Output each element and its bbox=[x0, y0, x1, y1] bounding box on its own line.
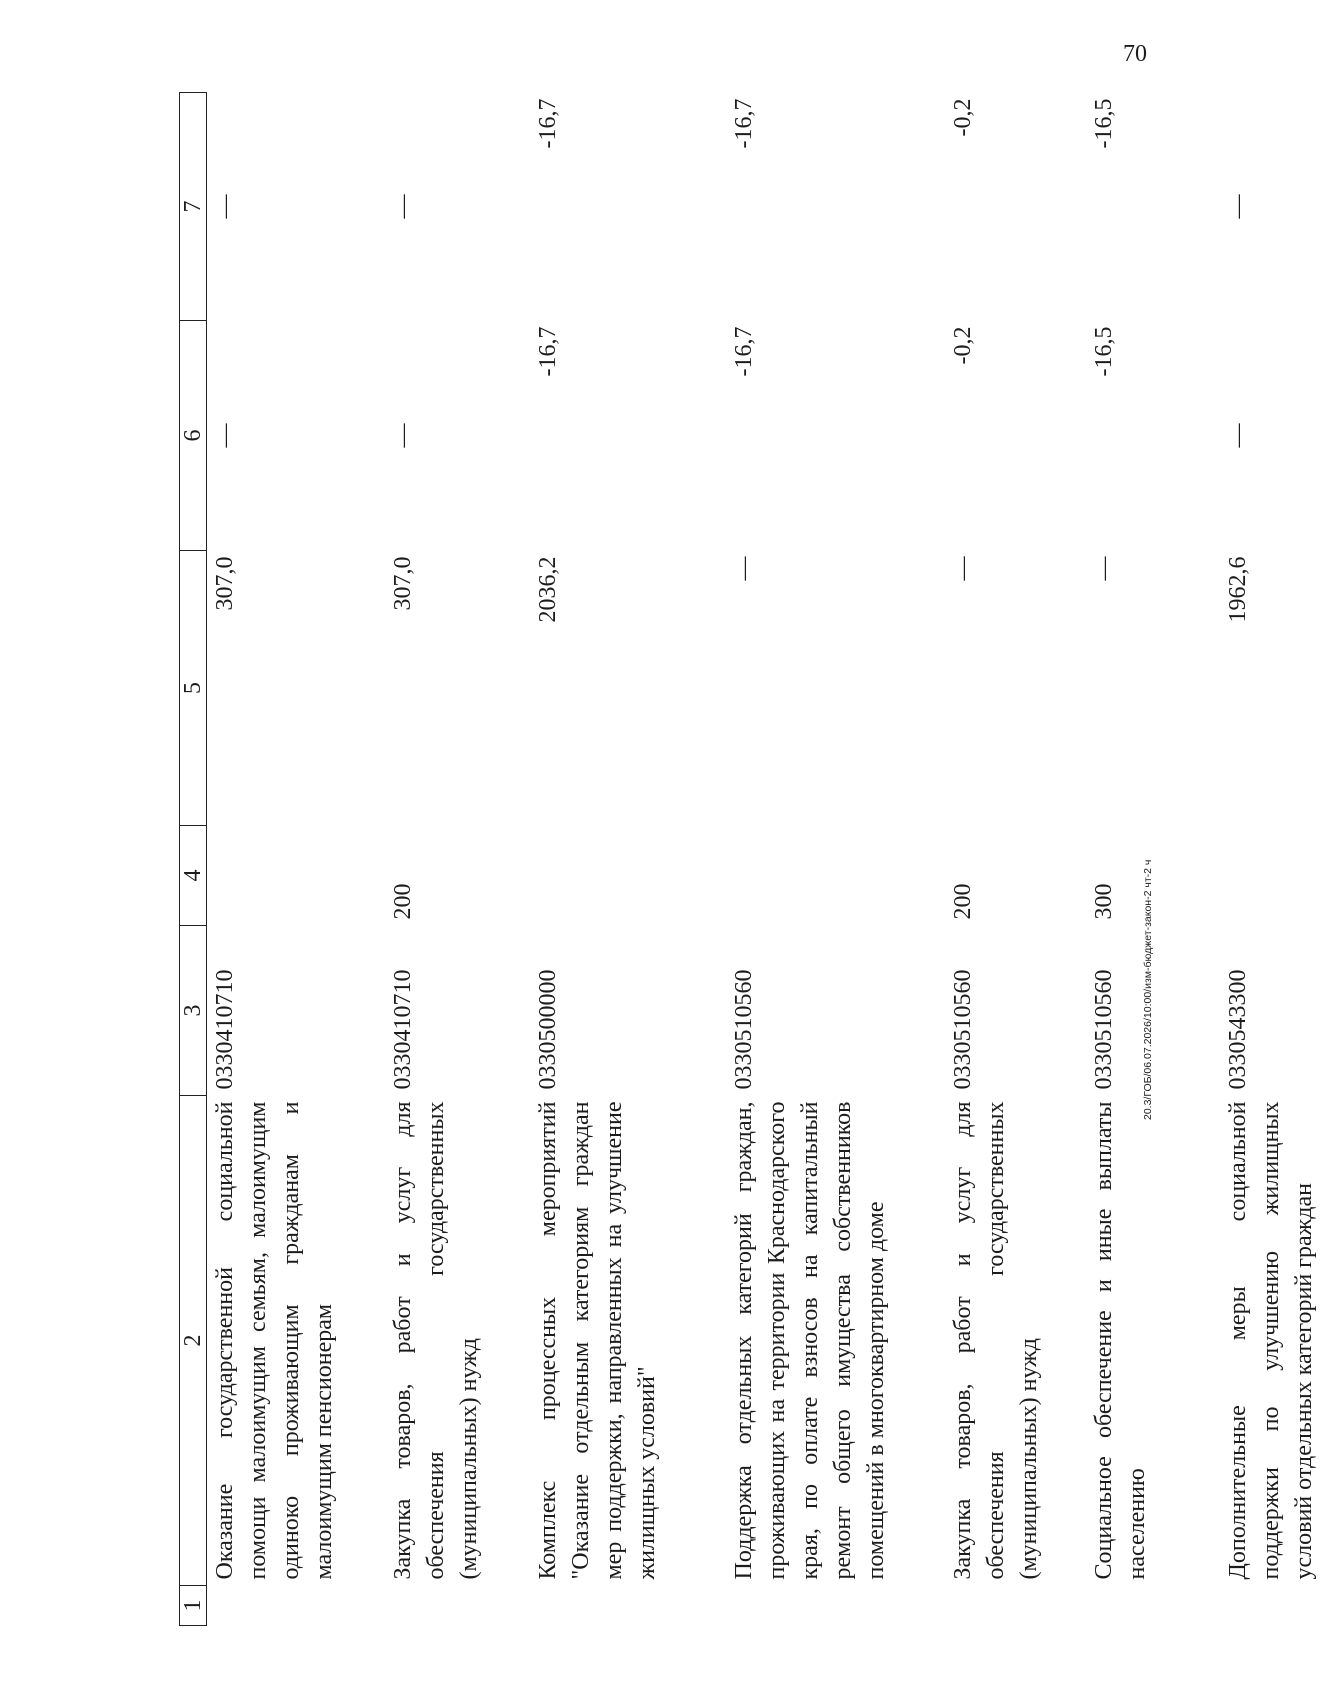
row-amount-col6: — bbox=[1225, 423, 1251, 448]
row-index bbox=[207, 1586, 386, 1626]
row-description: Оказание государственной социальной помощи малоимущим семьям, малоимущим одиноко проживающим гражданам и малоимущим пенсионерам bbox=[212, 1101, 337, 1580]
row-amount-col7: -16,7 bbox=[535, 98, 561, 149]
row-amount-col5: 307,0 bbox=[212, 556, 238, 611]
row-amount-col7: — bbox=[390, 194, 416, 219]
table-row bbox=[1220, 93, 1322, 1626]
row-amount-col7: — bbox=[212, 194, 238, 219]
row-amount-col5: — bbox=[1091, 556, 1117, 581]
table-row bbox=[385, 93, 530, 1626]
row-amount-col7: -0,2 bbox=[950, 98, 976, 137]
row-amount-col6: — bbox=[212, 423, 238, 448]
row-target-code: 0330510560 bbox=[731, 969, 757, 1090]
row-expense-type: 200 bbox=[390, 883, 416, 920]
footer-stamp: 20.3/ГОБ/06.07.2026/10:00/изм-бюджет-закон-2 чт-2 ч bbox=[1142, 859, 1154, 1120]
header-cell-3: 3 bbox=[180, 926, 207, 1096]
row-expense-type: 200 bbox=[950, 883, 976, 920]
table-row bbox=[945, 93, 1086, 1626]
row-index bbox=[1220, 1586, 1322, 1626]
header-cell-5: 5 bbox=[180, 551, 207, 826]
row-expense-type bbox=[530, 826, 726, 926]
row-amount-col7: -16,5 bbox=[1091, 98, 1117, 149]
row-amount-col5: 1962,6 bbox=[1225, 556, 1251, 623]
row-amount-col6: -16,5 bbox=[1091, 326, 1117, 377]
row-index bbox=[726, 1586, 945, 1626]
row-description: Комплекс процессных мероприятий "Оказание отдельным категориям граждан мер поддержки, направленных на улучшение жилищных условий" bbox=[535, 1101, 660, 1580]
row-index bbox=[385, 1586, 530, 1626]
row-description: Закупка товаров, работ и услуг для обеспечения государственных (муниципальных) нужд bbox=[390, 1101, 482, 1580]
table-row bbox=[530, 93, 726, 1626]
row-index bbox=[945, 1586, 1086, 1626]
table-row bbox=[1086, 93, 1220, 1626]
row-amount-col7: — bbox=[1225, 194, 1251, 219]
row-target-code: 0330410710 bbox=[212, 969, 238, 1090]
row-amount-col6: -16,7 bbox=[535, 326, 561, 377]
row-amount-col5: — bbox=[950, 556, 976, 581]
row-amount-col7: -16,7 bbox=[731, 98, 757, 149]
row-amount-col5: 2036,2 bbox=[535, 556, 561, 623]
row-description: Закупка товаров, работ и услуг для обеспечения государственных (муниципальных) нужд bbox=[950, 1101, 1042, 1580]
row-index bbox=[1086, 1586, 1220, 1626]
row-target-code: 0330543300 bbox=[1225, 969, 1251, 1090]
row-amount-col6: -0,2 bbox=[950, 326, 976, 365]
row-expense-type: 300 bbox=[1091, 883, 1117, 920]
row-expense-type bbox=[726, 826, 945, 926]
row-description: Поддержка отдельных категорий граждан, проживающих на территории Краснодарского края, по оплате взносов на капитальный ремонт общего имущества собственников помещений в многоквартирном доме bbox=[731, 1101, 889, 1580]
table-header-row bbox=[180, 93, 207, 1626]
table-body bbox=[180, 93, 1322, 1626]
row-amount-col6: — bbox=[390, 423, 416, 448]
page-number: 70 bbox=[1123, 41, 1147, 67]
header-cell-6: 6 bbox=[180, 321, 207, 551]
row-description: Социальное обеспечение и иные выплаты населению bbox=[1091, 1101, 1150, 1580]
budget-table bbox=[179, 92, 1322, 1626]
row-target-code: 0330410710 bbox=[390, 969, 416, 1090]
row-expense-type bbox=[1220, 826, 1322, 926]
row-index bbox=[530, 1586, 726, 1626]
row-expense-type bbox=[207, 826, 386, 926]
header-cell-1: 1 bbox=[180, 1586, 207, 1626]
row-amount-col5: 307,0 bbox=[390, 556, 416, 611]
table-row bbox=[207, 93, 386, 1626]
row-amount-col6: -16,7 bbox=[731, 326, 757, 377]
row-amount-col5: — bbox=[731, 556, 757, 581]
row-target-code: 0330510560 bbox=[1091, 969, 1117, 1090]
header-cell-7: 7 bbox=[180, 93, 207, 321]
row-target-code: 0330500000 bbox=[535, 969, 561, 1090]
row-description: Дополнительные меры социальной поддержки по улучшению жилищных условий отдельных категорий граждан bbox=[1225, 1101, 1317, 1580]
header-cell-2: 2 bbox=[180, 1096, 207, 1586]
table-row bbox=[726, 93, 945, 1626]
row-target-code: 0330510560 bbox=[950, 969, 976, 1090]
header-cell-4: 4 bbox=[180, 826, 207, 926]
